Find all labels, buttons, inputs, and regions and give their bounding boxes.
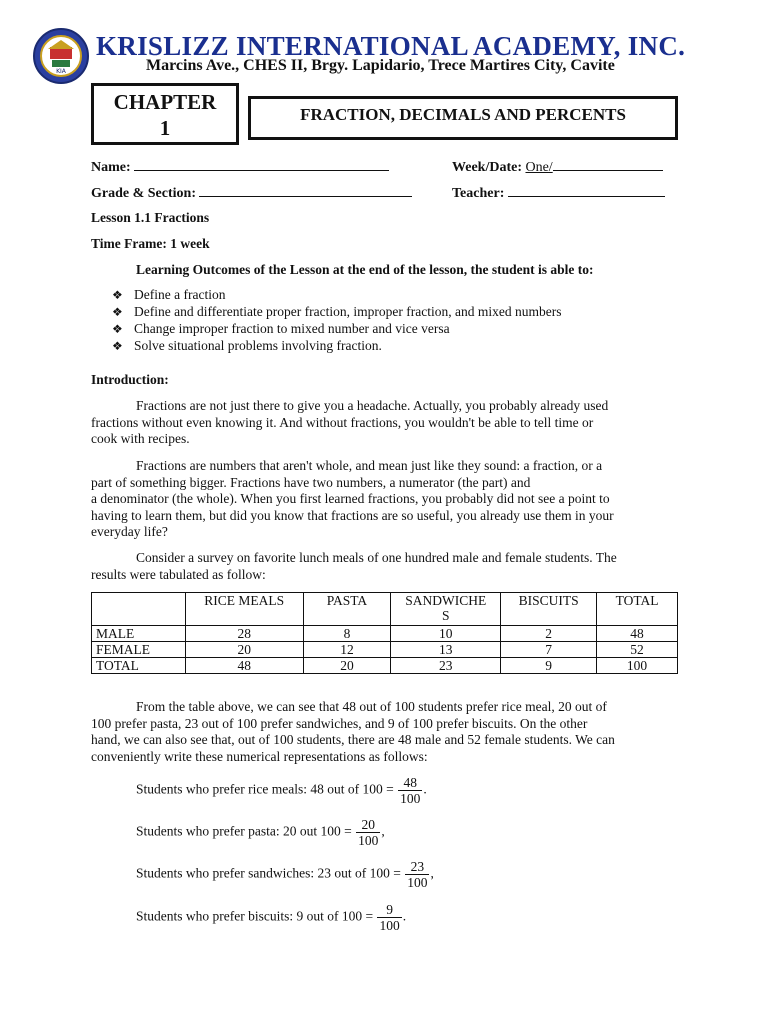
- list-item: ❖ Define a fraction: [112, 287, 226, 302]
- bullet-icon: ❖: [112, 339, 123, 353]
- list-item: ❖ Solve situational problems involving fraction.: [112, 338, 382, 353]
- fraction-line-rice: Students who prefer rice meals: 48 out of 100 = $\frac{48}{100}$ .: [136, 775, 427, 806]
- table-header-cell: PASTA: [303, 593, 391, 626]
- fraction-line-sandwiches: Students who prefer sandwiches: 23 out of 100 = $\frac{23}{100}$ ,: [136, 859, 434, 890]
- school-address: Marcins Ave., CHES II, Brgy. Lapidario, Trece Martires City, Cavite: [146, 57, 615, 74]
- grade-section-field[interactable]: [91, 184, 412, 202]
- analysis-paragraph: From the table above, we can see that 48 out of 100 students prefer rice meal, 20 out of 100 prefer pasta, 23 out of 100 prefer sandwiches, and 9 of 100 prefer biscuits. On the other hand, we can also see that, out of 100 students, there are 48 male and 52 female students. We can conveniently write these numerical representations as follows:: [91, 699, 615, 764]
- list-item: ❖ Change improper fraction to mixed number and vice versa: [112, 321, 450, 336]
- table-header-cell: TOTAL: [597, 593, 678, 626]
- bullet-icon: ❖: [112, 322, 123, 336]
- fraction: $\frac{20}{100}$: [358, 817, 379, 848]
- survey-table: [91, 592, 678, 674]
- name-blank[interactable]: [134, 158, 389, 171]
- week-label: Week/Date:: [452, 160, 522, 175]
- chapter-number: 1: [159, 116, 171, 140]
- teacher-label: Teacher:: [452, 186, 505, 201]
- lesson-title: Lesson 1.1 Fractions: [91, 210, 210, 225]
- outcomes-heading: Learning Outcomes of the Lesson at the end of the lesson, the student is able to:: [136, 262, 594, 277]
- table-row: MALE 28 8 10 2 48: [92, 626, 678, 642]
- teacher-field[interactable]: [452, 184, 665, 202]
- chapter-title: FRACTION, DECIMALS AND PERCENTS: [248, 96, 678, 140]
- fraction-line-pasta: Students who prefer pasta: 20 out 100 = $\frac{20}{100}$ ,: [136, 817, 385, 848]
- fraction: $\frac{9}{100}$: [379, 902, 400, 933]
- time-frame: Time Frame: 1 week: [91, 236, 210, 251]
- intro-paragraph-1: Fractions are not just there to give you a headache. Actually, you probably already used fractions without even knowing it. And without fractions, you wouldn't be able to tell time or cook with recipes.: [91, 398, 609, 446]
- table-row: FEMALE 20 12 13 7 52: [92, 642, 678, 658]
- introduction-heading: Introduction:: [91, 372, 169, 387]
- table-header-cell: SANDWICHE S: [391, 593, 501, 626]
- intro-paragraph-3: Consider a survey on favorite lunch meals of one hundred male and female students. The results were tabulated as follow:: [91, 550, 617, 582]
- fraction: $\frac{48}{100}$: [400, 775, 421, 806]
- table-header-cell: [92, 593, 186, 626]
- outcomes-list: [112, 286, 561, 354]
- chapter-label: CHAPTER: [113, 90, 217, 114]
- school-name: KRISLIZZ INTERNATIONAL ACADEMY, INC.: [96, 31, 686, 61]
- table-header-cell: BISCUITS: [501, 593, 597, 626]
- name-label: Name:: [91, 160, 131, 175]
- grade-label: Grade & Section:: [91, 186, 196, 201]
- intro-paragraph-2: Fractions are numbers that aren't whole, and mean just like they sound: a fraction, or a part of something bigger. Fractions have two numbers, a numerator (the part) and a denominator (the whole). When you first learned fractions, you probably did not see a point to having to learn them, but did you know that fractions are so useful, you already use them in your everyday life?: [91, 458, 614, 539]
- chapter-box: [91, 83, 239, 145]
- teacher-blank[interactable]: [508, 184, 665, 197]
- bullet-icon: ❖: [112, 305, 123, 319]
- list-item: ❖ Define and differentiate proper fraction, improper fraction, and mixed numbers: [112, 304, 562, 319]
- name-field[interactable]: [91, 158, 389, 176]
- week-value: One/: [525, 160, 553, 175]
- week-date-field[interactable]: [452, 158, 663, 176]
- table-header-cell: RICE MEALS: [185, 593, 303, 626]
- school-header: [30, 25, 750, 85]
- school-logo-icon: [32, 27, 90, 85]
- bullet-icon: ❖: [112, 288, 123, 302]
- logo-text: KIA: [56, 68, 66, 75]
- table-row: TOTAL 48 20 23 9 100: [92, 658, 678, 674]
- grade-blank[interactable]: [199, 184, 412, 197]
- fraction-line-biscuits: Students who prefer biscuits: 9 out of 100 = $\frac{9}{100}$ .: [136, 902, 407, 933]
- table-header-row: [92, 593, 678, 626]
- fraction: $\frac{23}{100}$: [407, 859, 428, 890]
- week-blank[interactable]: [553, 158, 663, 171]
